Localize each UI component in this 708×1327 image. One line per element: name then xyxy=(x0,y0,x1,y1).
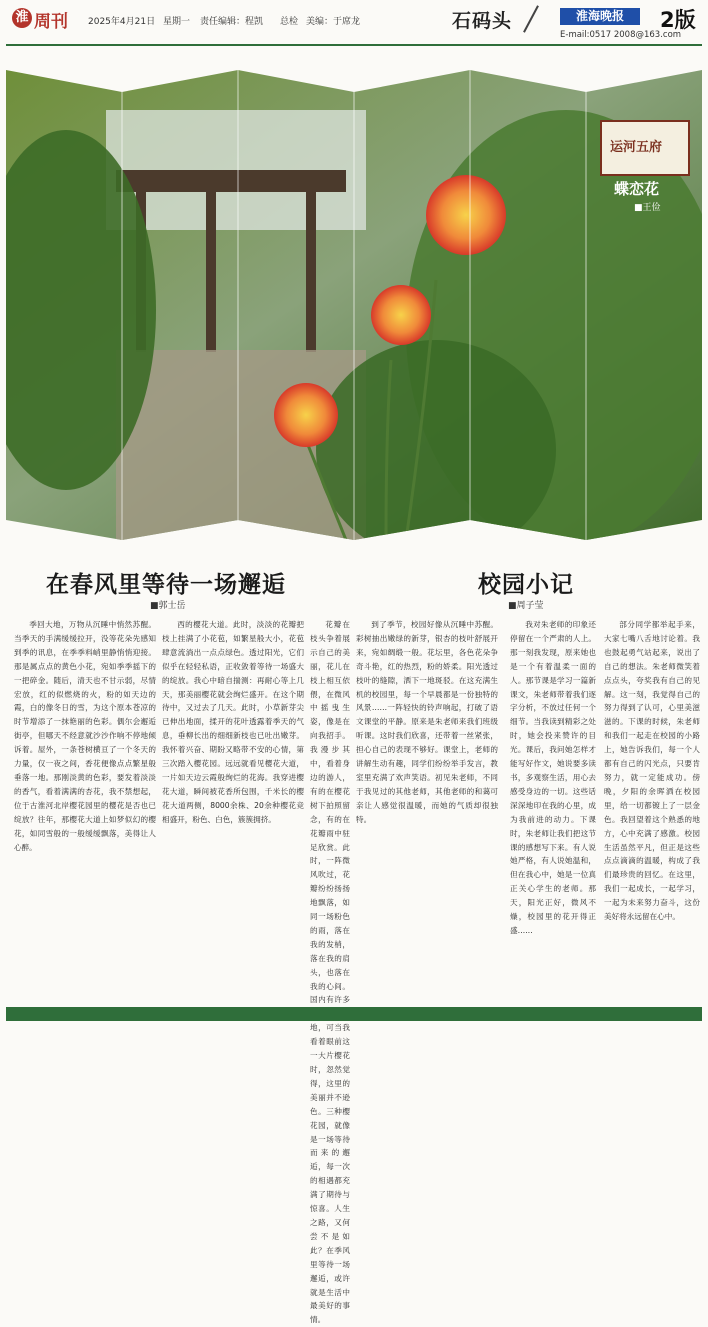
header-rule xyxy=(6,44,702,46)
column-badge xyxy=(600,120,690,176)
article-left-text-2: 西的樱花大道。此时，淡淡的花瓣把枝上挂满了小花苞，如繁星般大小，花苞肆意流淌出一点点绿色。透过阳光，它们似乎在轻轻私语，正收敛着等待一场盛大的绽放。我心中暗自揣测：再耐心等上几天，那美丽樱花就会绚烂盛开。在这个期待中，又过去了几天。此时，小草新芽尖已伸出地面，揉开的花叶透露着季天的气息，垂柳长出的细细新枝也已吐出嫩芽。我怀着兴奋、期盼又略带不安的心情，第三次踏入樱花园。远远就看见樱花大道，一片如天边云霞般绚烂的花海。我穿进樱花大道，瞬间被花香所包围，千米长的樱花大道两侧，8000余株、20余种樱花竞相盛开，粉色、白色，簇簇拥挤。 xyxy=(162,620,304,824)
article-right-title: 校园小记 xyxy=(478,571,574,598)
header-divider xyxy=(523,5,539,32)
issue-date: 2025年4月21日 xyxy=(88,17,156,27)
poem-title: 蝶恋花 xyxy=(614,180,660,198)
paper-name-badge: 淮海晚报 xyxy=(560,8,640,25)
contact-email: E-mail:0517 2008@163.com xyxy=(560,30,682,40)
page-number: 2版 xyxy=(660,8,696,32)
issue-weekday: 星期一 xyxy=(163,17,191,27)
poem-author: ■王俭 xyxy=(634,203,661,213)
page-header xyxy=(0,0,708,52)
footer-bar xyxy=(6,1007,702,1021)
article-left-text-3: 花瓣在枝头争着展示自己的美丽，花儿在枝上相互依偎，在微风中摇曳生姿，像是在向我招手。我漫步其中，看着身边的游人，有的在樱花树下拍照留念，有的在花瓣雨中驻足欣赏。此时，一阵微风吹过，花瓣纷纷扬扬地飘落，如同一场粉色的雨，落在我的发梢，落在我的肩头，也落在我的心间。国内有许多 地，可当我看着眼前这一大片樱花时，忽然觉得，这里的美丽并不逊色。三种樱花园，就像是一场等待而来的邂逅，每一次的相遇都充满了期待与惊喜。人生之路，又何尝不是如此？在季风里等待一场邂逅，或许就是生活中最美好的事情。 xyxy=(310,620,350,1325)
article-right-column-2 xyxy=(510,618,596,1003)
paper-logo-icon: 淮 xyxy=(12,8,32,28)
article-left-column-3 xyxy=(310,618,350,1325)
article-left-column-1 xyxy=(14,618,156,1003)
article-right-byline: ■周子莹 xyxy=(508,601,544,611)
article-right-column-3 xyxy=(604,618,700,1003)
section-title: 石码头 xyxy=(452,10,513,32)
article-left-title: 在春风里等待一场邂逅 xyxy=(46,571,286,598)
editor-credit: 责任编辑：程凯 xyxy=(200,17,264,27)
article-left-column-2 xyxy=(162,618,304,1003)
designer-credit: 美编：于席龙 xyxy=(306,17,361,27)
rose-garden-photo xyxy=(6,70,702,550)
article-right-column-1 xyxy=(356,618,498,1003)
supplement-name: 周刊 xyxy=(34,12,68,32)
article-right-text-2: 我对朱老师的印象还停留在一个严肃的人上。那一刻我发现，原来她也是一个有着温柔一面的人。那节课是学习一篇新课文，朱老师带着我们逐字分析，不放过任何一个细节。当我读到精彩之处时，她会投来赞许的目光。课后，我问她怎样才能写好作文，她说要多读书，多观察生活，用心去感受身边的一切。这些话深深地印在我的心里，成为我前进的动力。下课时，朱老师让我们把这节课的感想写下来。有人说她严格，有人说她温和，但在我心中，她是一位真正关心学生的老师。那天，阳光正好，微风不燥，校园里的花开得正盛…… xyxy=(510,620,596,935)
article-right-text-3: 部分同学都举起手来，大家七嘴八舌地讨论着。我也鼓起勇气站起来，说出了自己的想法。朱老师微笑着点点头，夸奖我有自己的见解。这一刻，我觉得自己的努力得到了认可，心里美滋滋的。下课的时候，朱老师和我们一起走在校园的小路上，她告诉我们，每一个人都有自己的闪光点，只要肯努力，就一定能成功。傍晚，夕阳的余晖洒在校园里，给一切都镀上了一层金色。我回望着这个熟悉的地方，心中充满了感激。校园生活虽然平凡，但正是这些点点滴滴的温暖，构成了我们最珍贵的回忆。在这里，我们一起成长，一起学习，一起为未来努力奋斗，这份美好将永远留在心中。 xyxy=(604,620,700,922)
article-left-byline: ■郭士岳 xyxy=(150,601,186,611)
article-left-text-1: 季回大地，万物从沉睡中悄然苏醒。当季天的手满缓缓拉开，没等花朵先感知到季的讯息，在季季料峭里静悄悄迎接。那是属点点的黄色小花，宛如季季摇下的一把碎金。随后，清天也不甘示弱，尽情宏放，红的似燃烧的火，粉的如天边的霞，白的像冬日的雪，为这个原本苍凉的时节增添了一抹艳丽的色彩。偶尔会邂逅街亭，但哪天不经意就沙沙作响不停地倾诉着。屋外，一条苍树横亘了一个冬天的力量，仅一夜之间，香花便像点点繁星般垂落一地。那刚淡黄的色彩，要发着淡淡的香气，看着满满的杏花，我不禁想起，位于古淮河北岸樱花园里的樱花是否也已绽放？往年，那樱花大道上如梦似幻的樱花，如同雪般的一般缓缓飘落，美得让人心醉。 xyxy=(14,620,156,852)
column-badge-label: 运河五府 xyxy=(610,140,663,155)
proofreader-credit: 总检 xyxy=(280,17,299,27)
article-right-text-1: 到了季节，校园好像从沉睡中苏醒。彩树抽出嫩绿的新芽，银杏的枝叶舒展开来，宛如绸缎一般。花坛里，各色花朵争奇斗艳，红的热烈，粉的娇柔。阳光透过枝叶的缝隙，洒下一地斑驳。在这充满生机的校园里，每一个早晨都是一份独特的风景……一阵轻快的铃声响起，打破了语文课堂的平静。原来是朱老师来我们班级听课。这时我们欣喜，还带着一丝紧张，担心自己的表现不够好。课堂上，老师的讲解生动有趣，同学们纷纷举手发言，教室里充满了欢声笑语。初见朱老师，不同于我见过的其他老师，其他老师的和蔼可亲让人感觉很温暖，而她的气质却很独特。 xyxy=(356,620,498,824)
